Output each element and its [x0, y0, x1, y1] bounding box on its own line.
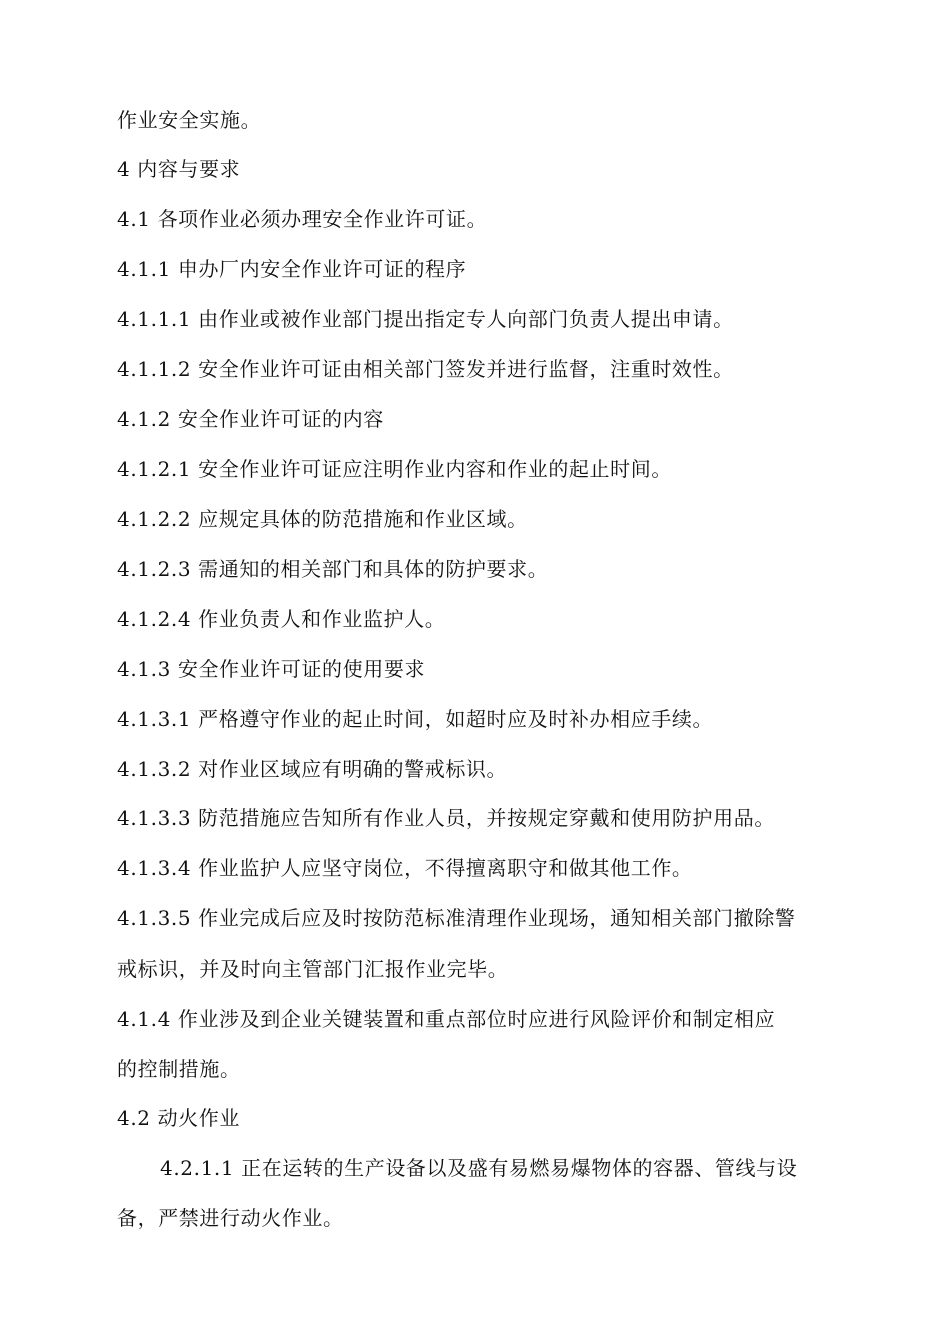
text-line-continuation: 戒标识，并及时向主管部门汇报作业完毕。 — [117, 957, 509, 981]
section-heading: 4 内容与要求 — [117, 157, 241, 181]
text-line: 4.1.2.4 作业负责人和作业监护人。 — [117, 607, 446, 631]
text-line: 4.1.3.1 严格遵守作业的起止时间，如超时应及时补办相应手续。 — [117, 707, 714, 731]
text-line-continuation: 的控制措施。 — [117, 1057, 241, 1081]
subsection-heading: 4.1.3 安全作业许可证的使用要求 — [117, 657, 426, 681]
subsection-heading: 4.1.1 申办厂内安全作业许可证的程序 — [117, 257, 467, 281]
subsection-heading: 4.1.2 安全作业许可证的内容 — [117, 407, 384, 431]
text-line: 4.1.2.3 需通知的相关部门和具体的防护要求。 — [117, 557, 549, 581]
text-line: 4.1.3.3 防范措施应告知所有作业人员，并按规定穿戴和使用防护用品。 — [117, 806, 775, 830]
text-line: 4.1.1.2 安全作业许可证由相关部门签发并进行监督，注重时效性。 — [117, 357, 734, 381]
section-heading: 4.2 动火作业 — [117, 1106, 240, 1130]
text-line: 4.1.3.4 作业监护人应坚守岗位，不得擅离职守和做其他工作。 — [117, 856, 693, 880]
text-line: 4.1.2.2 应规定具体的防范措施和作业区域。 — [117, 507, 528, 531]
text-line: 4.1 各项作业必须办理安全作业许可证。 — [117, 207, 488, 231]
text-line: 4.1.3.2 对作业区域应有明确的警戒标识。 — [117, 757, 508, 781]
text-line: 4.1.1.1 由作业或被作业部门提出指定专人向部门负责人提出申请。 — [117, 307, 734, 331]
text-line: 4.1.2.1 安全作业许可证应注明作业内容和作业的起止时间。 — [117, 457, 672, 481]
text-line-continuation: 备，严禁进行动火作业。 — [117, 1206, 344, 1230]
text-line: 4.2.1.1 正在运转的生产设备以及盛有易燃易爆物体的容器、管线与设 — [160, 1156, 798, 1180]
text-line: 作业安全实施。 — [117, 108, 262, 132]
text-line: 4.1.4 作业涉及到企业关键装置和重点部位时应进行风险评价和制定相应 — [117, 1007, 776, 1031]
text-line: 4.1.3.5 作业完成后应及时按防范标准清理作业现场，通知相关部门撤除警 — [117, 906, 796, 930]
